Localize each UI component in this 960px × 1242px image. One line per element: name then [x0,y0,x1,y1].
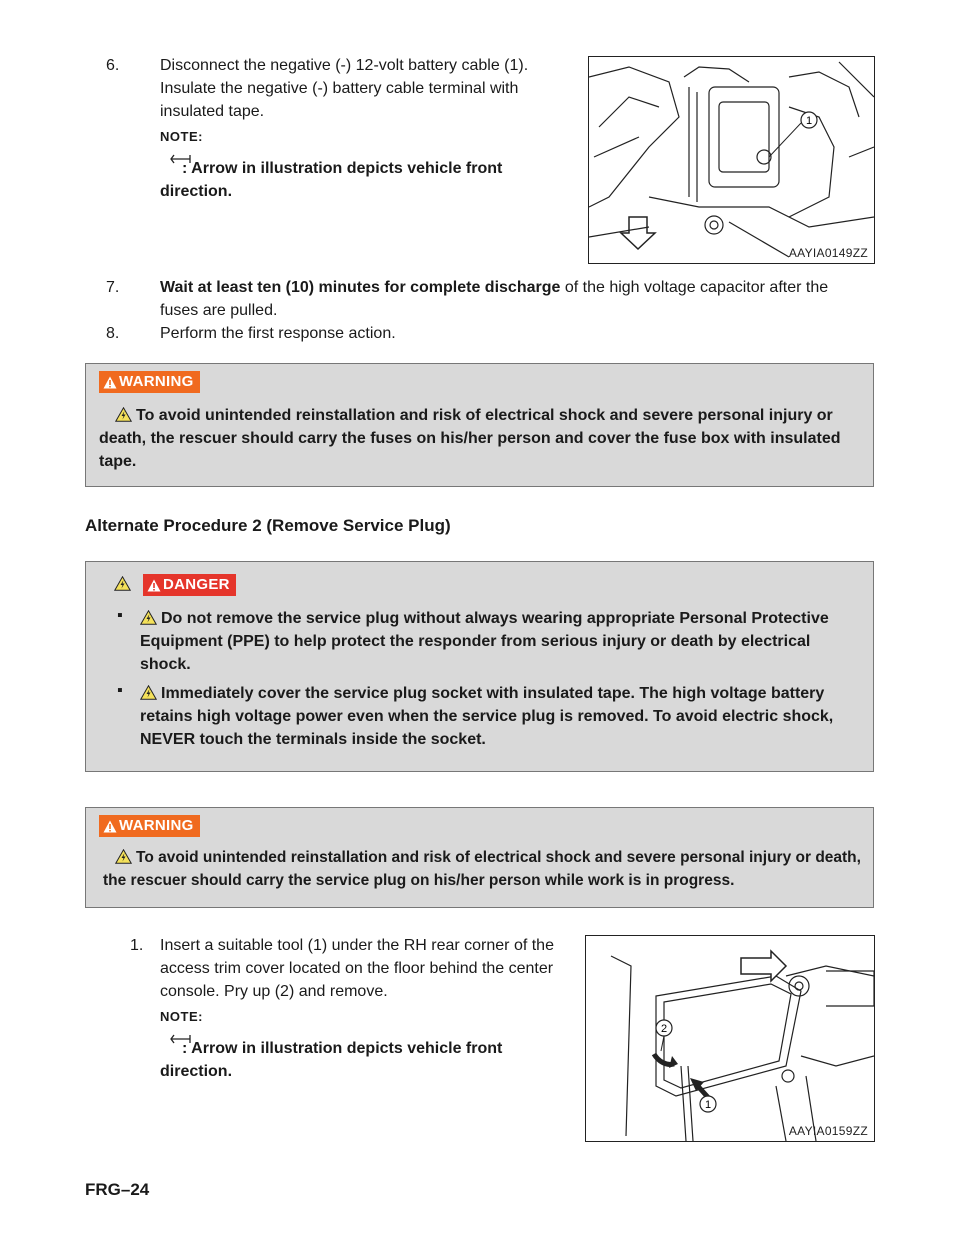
front-arrow-icon [170,1029,192,1052]
warning-triangle-icon [103,820,117,833]
warning-text-block [103,846,871,892]
warning-box [85,807,874,908]
danger-item-2 [140,682,860,751]
bullet: ▪ [117,607,123,624]
high-voltage-icon [140,610,157,625]
callout-2: 2 [660,1023,668,1035]
step-7 [106,276,866,322]
figure-battery-illustration [588,56,875,264]
step-number: 1. [130,937,144,954]
high-voltage-icon [115,407,132,422]
step-text: Disconnect the negative (-) 12-volt battery cable (1). Insulate the negative (-) battery cable terminal with insulated tape. [160,57,529,120]
callout-1: 1 [704,1099,712,1111]
high-voltage-icon [115,849,132,864]
high-voltage-icon [114,576,131,591]
step-number: 8. [106,325,120,342]
warning-text: To avoid unintended reinstallation and risk of electrical shock and severe personal injury or death, the rescuer should carry the fuses on his/her person and cover the fuse box with insulated tape. [99,407,841,470]
step-1 [130,934,560,1003]
high-voltage-icon [140,685,157,700]
step-text: Insert a suitable tool (1) under the RH rear corner of the access trim cover located on the floor behind the center console. Pry up (2) and remove. [160,937,554,1000]
step-rest-text: of the high voltage capacitor after the fuses are pulled. [160,279,829,319]
danger-item-text: Immediately cover the service plug socket with insulated tape. The high voltage battery retains high voltage power even when the service plug is removed. To avoid electric shock, NEVER touch the terminals inside the socket. [140,685,834,748]
warning-tag [99,815,200,837]
danger-item-text: Do not remove the service plug without always wearing appropriate Personal Protective Equipment (PPE) to help protect the responder from serious injury or death by electrical shock. [140,610,829,673]
step-text [160,276,866,322]
note-text: : Arrow in illustration depicts vehicle front direction. [160,1040,503,1080]
warning-text-block [99,404,865,473]
step-6 [106,54,556,123]
danger-box [85,561,874,772]
step-number: 6. [106,57,120,74]
callout-1: 1 [805,115,813,127]
danger-item-1 [140,607,860,676]
danger-label: DANGER [163,576,230,593]
step-8 [106,322,866,345]
note-text: : Arrow in illustration depicts vehicle front direction. [160,160,503,200]
warning-label: WARNING [119,817,194,834]
note-label: NOTE: [160,1009,203,1024]
warning-label: WARNING [119,373,194,390]
front-arrow-icon [170,149,192,172]
warning-triangle-icon [147,579,161,592]
service-plug-illustration [586,936,874,1141]
bullet: ▪ [117,682,123,699]
figure-code: AAYIA0149ZZ [788,246,868,260]
step-number: 7. [106,279,120,296]
warning-triangle-icon [103,376,117,389]
note [160,1037,560,1083]
step-text: Perform the first response action. [160,325,396,342]
warning-tag [99,371,200,393]
note [160,157,560,203]
danger-tag [143,574,236,596]
battery-illustration [589,57,874,263]
figure-service-plug-illustration [585,935,875,1142]
figure-code: AAYIA0159ZZ [788,1124,868,1138]
page-number: FRG–24 [85,1180,150,1199]
warning-text: To avoid unintended reinstallation and risk of electrical shock and severe personal injury or death, the rescuer should carry the service plug on his/her person while work is in progress. [103,849,861,889]
step-bold-text: Wait at least ten (10) minutes for complete discharge [160,279,561,296]
warning-box [85,363,874,487]
section-title: Alternate Procedure 2 (Remove Service Plug) [85,516,451,535]
note-label: NOTE: [160,129,203,144]
